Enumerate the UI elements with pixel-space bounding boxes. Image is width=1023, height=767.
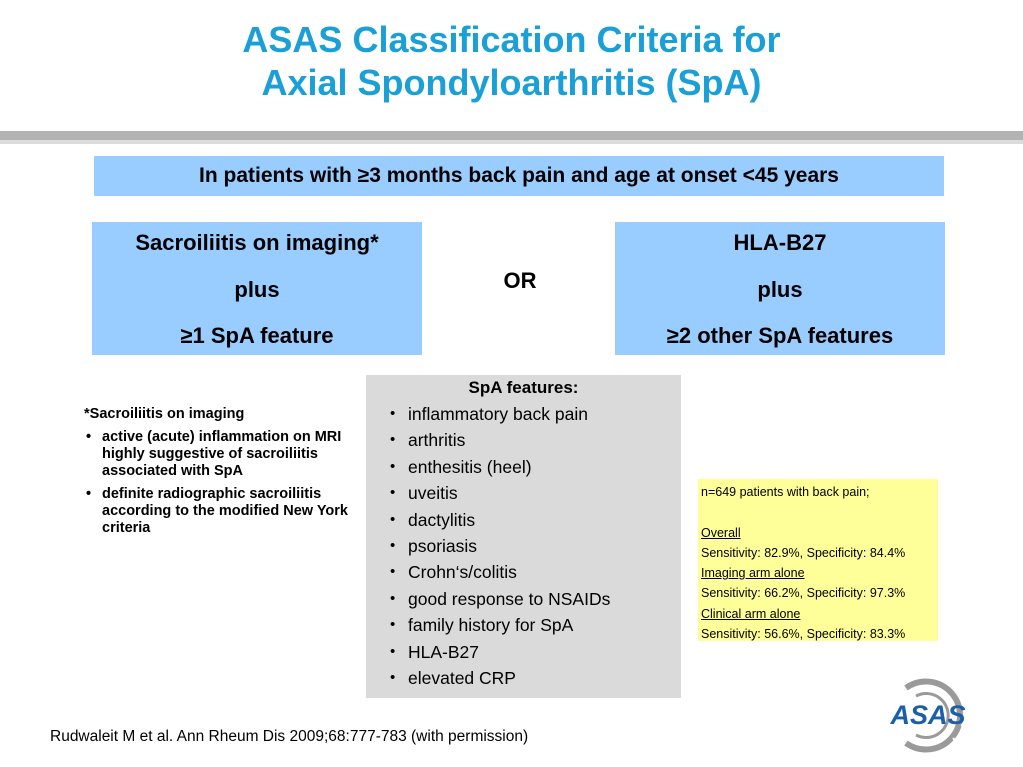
stats-imaging-value: Sensitivity: 66.2%, Specificity: 97.3% (701, 586, 906, 601)
feature-item: • Crohn‘s/colitis (408, 559, 681, 585)
spa-features-box (366, 375, 681, 698)
stats-spacer (701, 502, 935, 522)
feature-item: • HLA-B27 (408, 639, 681, 665)
feature-item: • dactylitis (408, 507, 681, 533)
feature-item: • family history for SpA (408, 612, 681, 638)
premise-box (94, 156, 944, 196)
stats-overall-value: Sensitivity: 82.9%, Specificity: 84.4% (701, 545, 906, 560)
asas-logo-icon (876, 668, 976, 758)
feature-item: • enthesitis (heel) (408, 454, 681, 480)
logo-text: ASAS (890, 700, 966, 730)
imaging-arm-line-1: Sacroiliitis on imaging* (135, 230, 379, 255)
stats-imaging-label: Imaging arm alone (701, 566, 805, 581)
footnote-heading: *Sacroiliitis on imaging (84, 406, 245, 422)
clinical-arm-line-3: ≥2 other SpA features (666, 323, 894, 348)
feature-item: • good response to NSAIDs (408, 586, 681, 612)
premise-text: In patients with ≥3 months back pain and age at onset <45 years (199, 164, 839, 187)
feature-item: • inflammatory back pain (408, 401, 681, 427)
feature-item: • psoriasis (408, 533, 681, 559)
divider-shadow (0, 140, 1023, 144)
features-list (366, 401, 681, 691)
footnote-list (84, 429, 364, 537)
stats-intro: n=649 patients with back pain; (701, 485, 870, 499)
clinical-arm-line-1: HLA-B27 (733, 230, 827, 255)
performance-stats-box (698, 479, 938, 641)
or-label: OR (503, 268, 537, 293)
imaging-arm-box (92, 222, 422, 355)
clinical-arm-line-2: plus (757, 276, 803, 302)
footnote-item: • definite radiographic sacroiliitis according to the modified New York criteria (102, 486, 364, 537)
imaging-arm-line-3: ≥1 SpA feature (180, 323, 334, 348)
asas-logo (876, 668, 976, 758)
citation: Rudwaleit M et al. Ann Rheum Dis 2009;68:777-783 (with permission) (50, 728, 529, 745)
clinical-arm-box (615, 222, 945, 355)
sacroiliitis-footnote (84, 406, 364, 543)
divider-rule (0, 131, 1023, 140)
stats-overall-label: Overall (701, 525, 741, 540)
page-title (0, 18, 1023, 104)
title-line-1: ASAS Classification Criteria for (242, 19, 781, 60)
title-line-2: Axial Spondyloarthritis (SpA) (261, 62, 762, 103)
feature-item: • uveitis (408, 480, 681, 506)
footnote-item: • active (acute) inflammation on MRI highly suggestive of sacroiliitis associated with SpA (102, 429, 364, 480)
feature-item: • elevated CRP (408, 665, 681, 691)
stats-clinical-value: Sensitivity: 56.6%, Specificity: 83.3% (701, 627, 906, 642)
features-heading: SpA features: (468, 378, 579, 397)
imaging-arm-line-2: plus (234, 276, 280, 302)
stats-clinical-label: Clinical arm alone (701, 606, 801, 621)
feature-item: • arthritis (408, 427, 681, 453)
